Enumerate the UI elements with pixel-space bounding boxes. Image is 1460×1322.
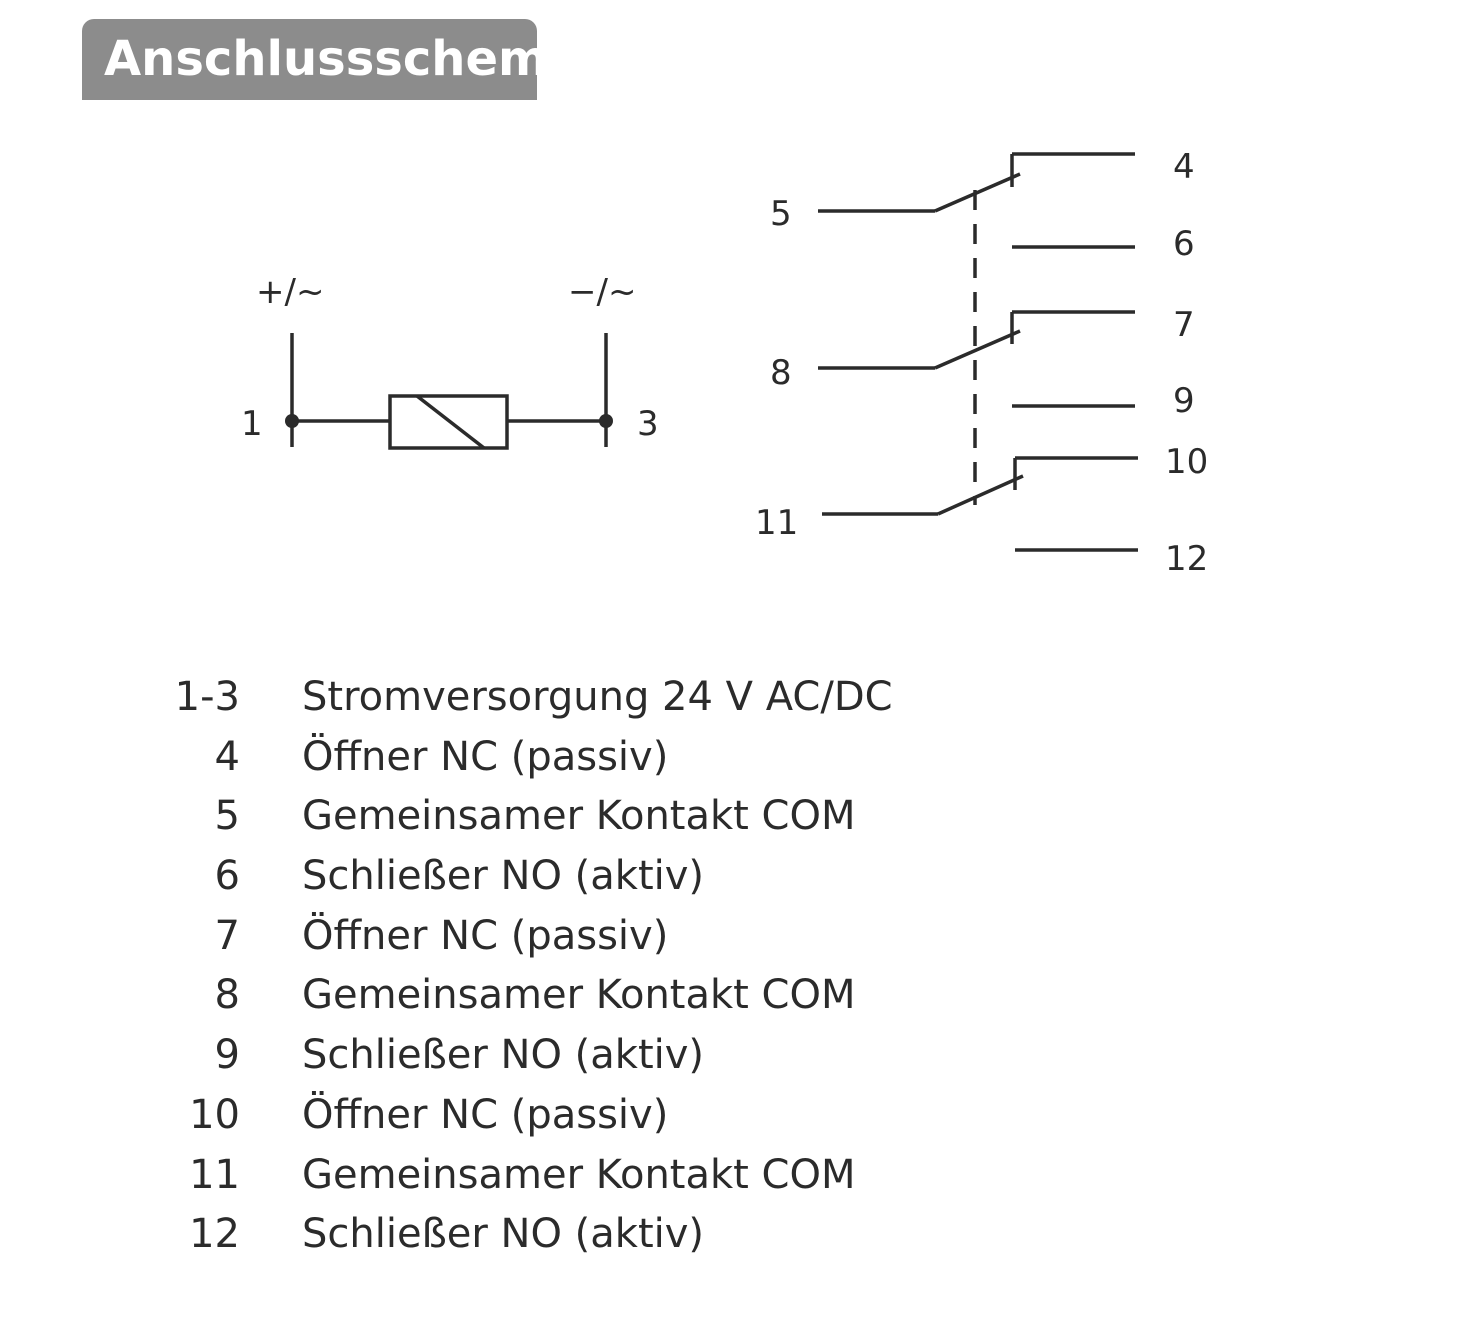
label-terminal-8: 8 <box>770 353 792 393</box>
label-terminal-12: 12 <box>1165 539 1209 579</box>
legend-terminal: 10 <box>189 1091 240 1138</box>
legend-description: Schließer NO (aktiv) <box>302 1211 705 1258</box>
contact-arm-11 <box>938 476 1023 514</box>
legend-terminal: 4 <box>214 733 240 780</box>
relay-coil-diagonal <box>417 396 484 448</box>
legend-row <box>160 907 1160 967</box>
label-terminal-7: 7 <box>1173 305 1195 345</box>
terminal-dot-3 <box>599 414 613 428</box>
label-terminal-1: 1 <box>241 404 263 444</box>
label-terminal-5: 5 <box>770 194 792 234</box>
legend-terminal: 6 <box>214 853 240 900</box>
legend-description: Schließer NO (aktiv) <box>302 853 705 900</box>
terminal-dot-1 <box>285 414 299 428</box>
legend-terminal: 1-3 <box>174 674 240 720</box>
label-terminal-3: 3 <box>637 404 659 444</box>
wiring-diagram <box>0 0 1460 640</box>
legend-row <box>160 1086 1160 1146</box>
legend-terminal: 11 <box>189 1151 240 1198</box>
legend-row <box>160 847 1160 907</box>
label-terminal-6: 6 <box>1173 224 1195 264</box>
legend-description: Schließer NO (aktiv) <box>302 1032 705 1079</box>
legend-row <box>160 1026 1160 1086</box>
legend-terminal: 8 <box>214 972 240 1019</box>
legend-row <box>160 787 1160 847</box>
contact-arm-8 <box>935 331 1020 368</box>
label-positive: +/~ <box>256 272 325 312</box>
legend-description: Gemeinsamer Kontakt COM <box>302 793 856 840</box>
label-negative: −/~ <box>568 272 637 312</box>
label-terminal-4: 4 <box>1173 147 1195 187</box>
legend-terminal: 5 <box>214 793 240 840</box>
legend-description: Gemeinsamer Kontakt COM <box>302 1151 856 1198</box>
contact-arm-5 <box>935 174 1020 211</box>
legend-description: Öffner NC (passiv) <box>302 733 669 780</box>
legend-description: Gemeinsamer Kontakt COM <box>302 972 856 1019</box>
legend-terminal: 9 <box>214 1032 240 1079</box>
legend-row <box>160 966 1160 1026</box>
label-terminal-10: 10 <box>1165 442 1209 482</box>
page-title: Anschlussschema <box>104 31 581 87</box>
legend-row <box>160 1146 1160 1206</box>
legend-row <box>160 668 1160 728</box>
legend-description: Öffner NC (passiv) <box>302 912 669 959</box>
label-terminal-9: 9 <box>1173 381 1195 421</box>
legend-description: Stromversorgung 24 V AC/DC <box>302 674 893 720</box>
legend-row <box>160 728 1160 788</box>
legend-description: Öffner NC (passiv) <box>302 1091 669 1138</box>
label-terminal-11: 11 <box>755 503 799 543</box>
legend-terminal: 12 <box>189 1211 240 1258</box>
legend-terminal: 7 <box>214 912 240 959</box>
legend-row <box>160 1205 1160 1265</box>
terminal-legend <box>160 668 1160 1265</box>
